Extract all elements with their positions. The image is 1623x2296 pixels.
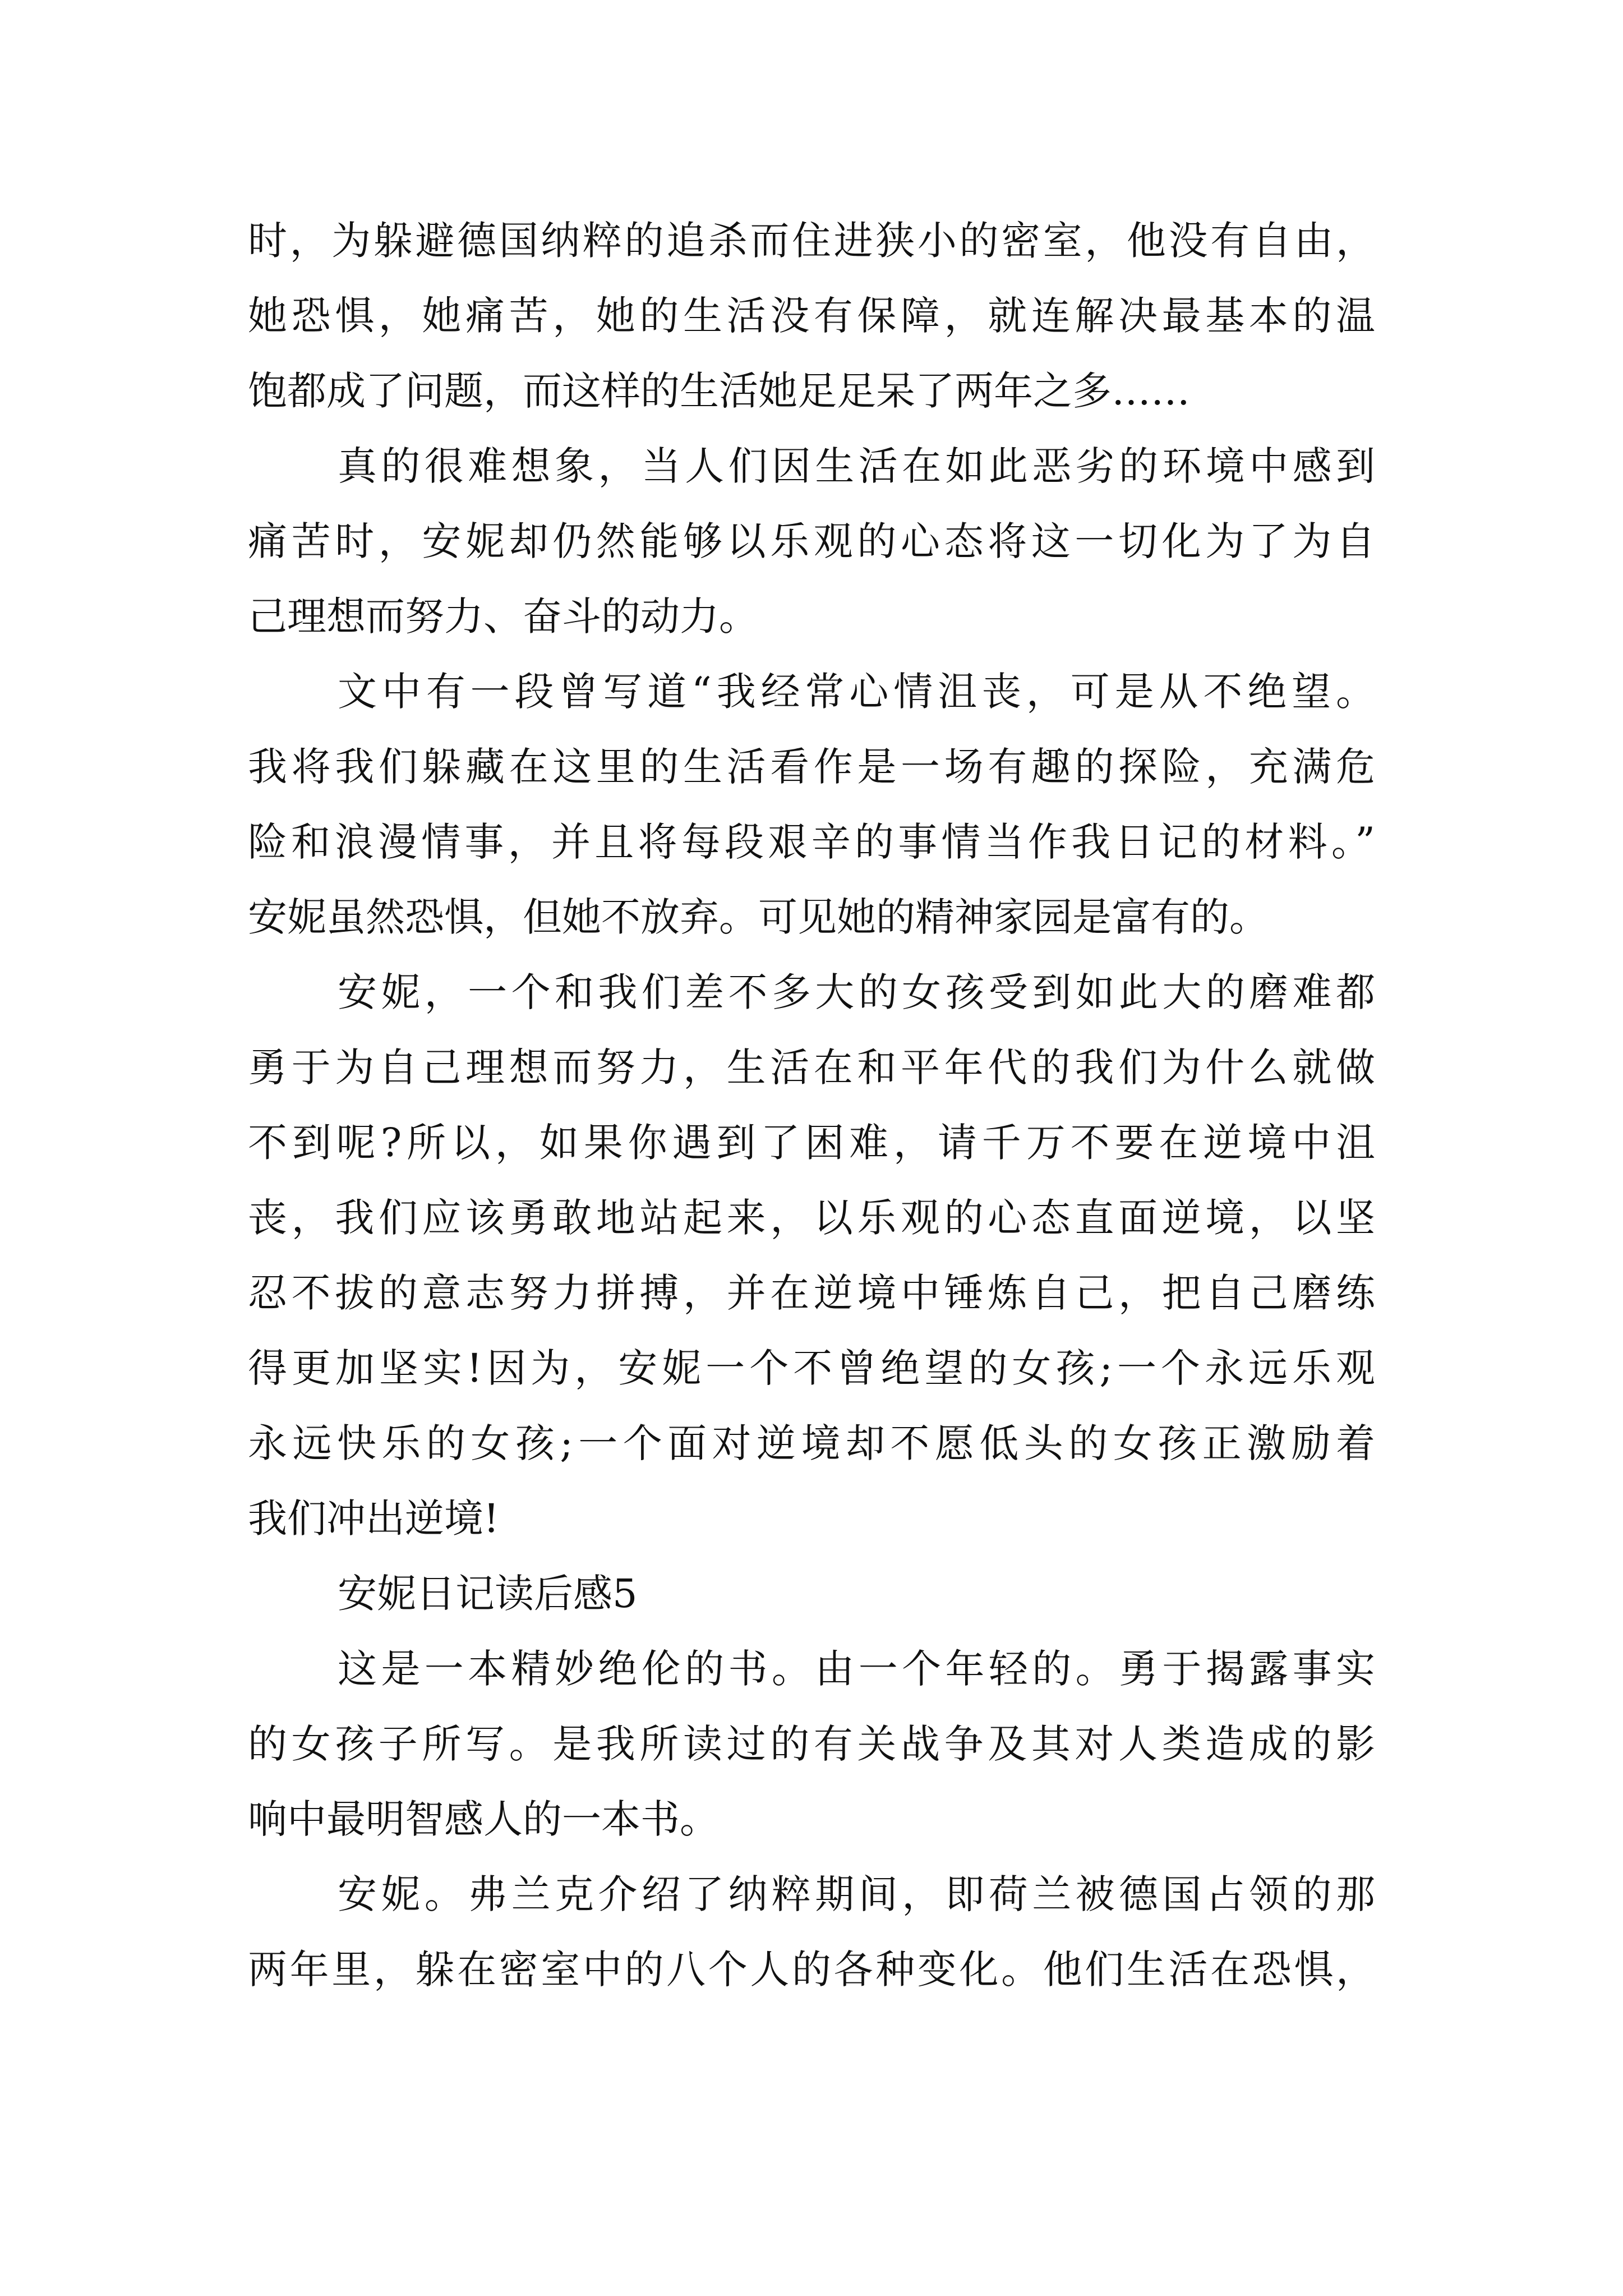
document-page xyxy=(248,203,1375,2007)
paragraph xyxy=(248,429,1375,654)
text-line: 永远快乐的女孩;一个面对逆境却不愿低头的女孩正激励着 xyxy=(248,1420,1375,1466)
text-line: 安妮虽然恐惧，但她不放弃。可见她的精神家园是富有的。 xyxy=(248,894,1269,940)
text-line: 忍不拔的意志努力拼搏，并在逆境中锤炼自己，把自己磨练 xyxy=(248,1270,1375,1316)
text-line: 安妮。弗兰克介绍了纳粹期间，即荷兰被德国占领的那 xyxy=(338,1871,1375,1917)
text-line: 丧，我们应该勇敢地站起来，以乐观的心态直面逆境，以坚 xyxy=(248,1195,1375,1241)
section-heading xyxy=(248,1556,1375,1631)
text-line: 己理想而努力、奋斗的动力。 xyxy=(248,593,758,639)
heading-text: 安妮日记读后感5 xyxy=(338,1571,638,1617)
text-line: 不到呢?所以，如果你遇到了困难，请千万不要在逆境中沮 xyxy=(248,1120,1375,1166)
paragraph xyxy=(248,1631,1375,1857)
text-line: 文中有一段曾写道“我经常心情沮丧，可是从不绝望。 xyxy=(338,669,1375,715)
text-line: 我将我们躲藏在这里的生活看作是一场有趣的探险，充满危 xyxy=(248,744,1375,790)
text-line: 勇于为自己理想而努力，生活在和平年代的我们为什么就做 xyxy=(248,1045,1375,1091)
text-line: 险和浪漫情事，并且将每段艰辛的事情当作我日记的材料。” xyxy=(248,819,1375,865)
paragraph xyxy=(248,1857,1375,2007)
text-line: 饱都成了问题，而这样的生活她足足呆了两年之多…… xyxy=(248,368,1190,414)
paragraph xyxy=(248,203,1375,429)
text-line: 时，为躲避德国纳粹的追杀而住进狭小的密室，他没有自由， xyxy=(248,218,1375,264)
text-line: 的女孩子所写。是我所读过的有关战争及其对人类造成的影 xyxy=(248,1721,1375,1767)
text-line: 她恐惧，她痛苦，她的生活没有保障，就连解决最基本的温 xyxy=(248,293,1375,339)
text-line: 得更加坚实!因为，安妮一个不曾绝望的女孩;一个永远乐观 xyxy=(248,1345,1375,1391)
text-line: 响中最明智感人的一本书。 xyxy=(248,1796,719,1842)
text-line: 两年里，躲在密室中的八个人的各种变化。他们生活在恐惧， xyxy=(248,1947,1375,1993)
text-line: 这是一本精妙绝伦的书。由一个年轻的。勇于揭露事实 xyxy=(338,1646,1375,1692)
text-line: 我们冲出逆境! xyxy=(248,1496,500,1542)
paragraph xyxy=(248,654,1375,955)
text-line: 真的很难想象，当人们因生活在如此恶劣的环境中感到 xyxy=(338,443,1375,489)
text-line: 安妮，一个和我们差不多大的女孩受到如此大的磨难都 xyxy=(338,969,1375,1015)
paragraph xyxy=(248,955,1375,1556)
text-line: 痛苦时，安妮却仍然能够以乐观的心态将这一切化为了为自 xyxy=(248,518,1375,564)
